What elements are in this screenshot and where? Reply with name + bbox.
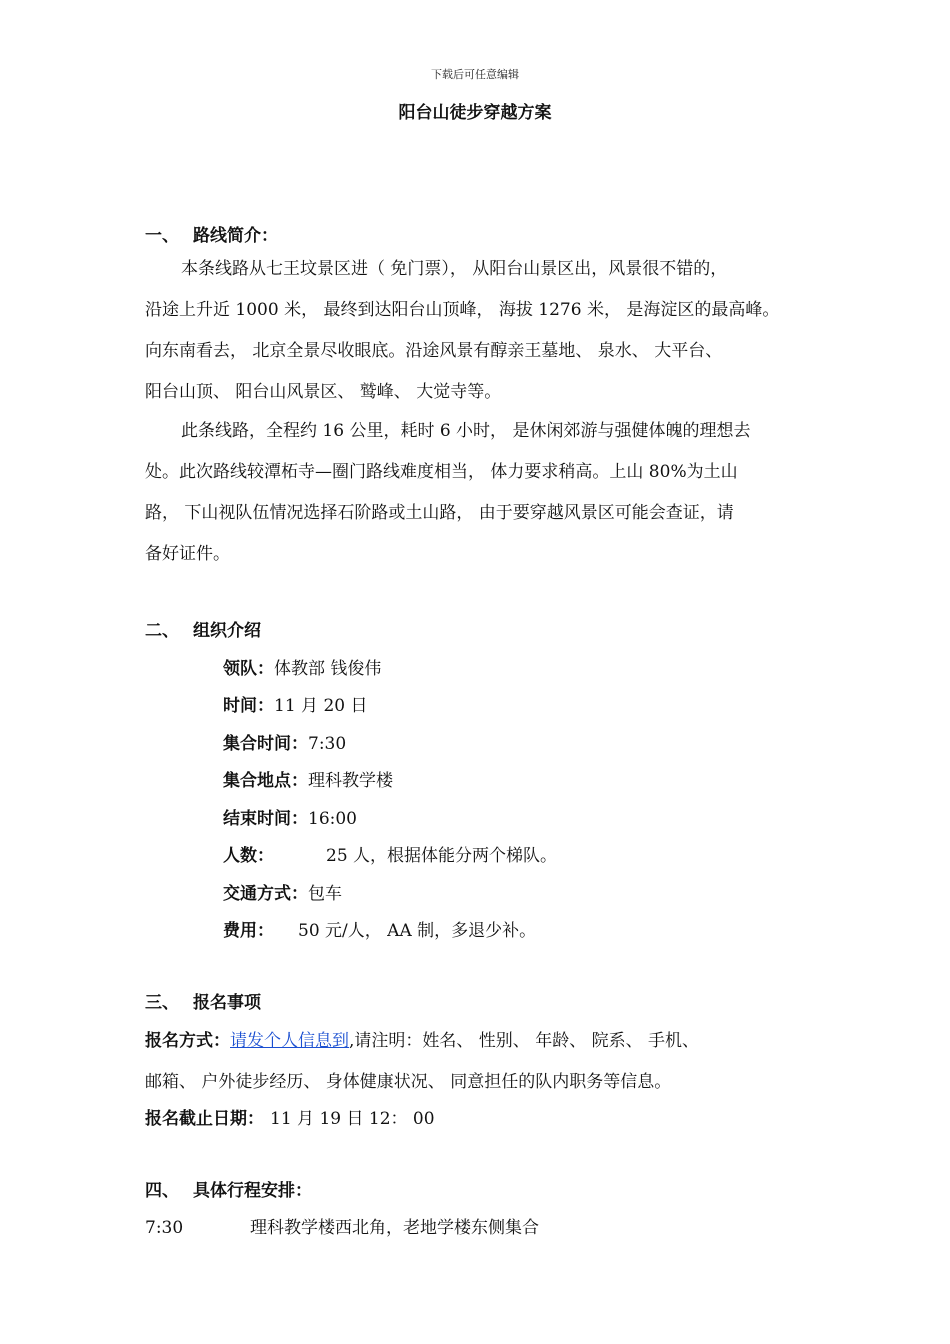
org-item-value: 理科教学楼 [308, 771, 393, 791]
signup-method-label: 报名方式： [145, 1031, 230, 1051]
section-1-heading [145, 221, 278, 246]
section-number: 三、 [145, 993, 179, 1013]
org-item-label: 交通方式： [223, 884, 308, 904]
org-item-label: 领队： [223, 659, 274, 679]
org-item-value: 包车 [308, 884, 342, 904]
signup-email-link[interactable]: 请发个人信息到 [230, 1031, 349, 1051]
schedule-description: 理科教学楼西北角，老地学楼东侧集合 [250, 1218, 539, 1238]
schedule-time: 7:30 [145, 1218, 184, 1238]
paragraph-line: 路， 下山视队伍情况选择石阶路或土山路， 由于要穿越风景区可能会查证，请 [145, 503, 734, 523]
section-number: 二、 [145, 621, 179, 641]
section-number: 四、 [145, 1181, 179, 1201]
org-item-value: 7:30 [308, 734, 347, 754]
section-title: 组织介绍 [193, 621, 261, 641]
paragraph-line: 向东南看去， 北京全景尽收眼底。沿途风景有醇亲王墓地、 泉水、 大平台、 [145, 341, 723, 361]
paragraph-line: 备好证件。 [145, 544, 230, 564]
header-note: 下载后可任意编辑 [431, 68, 519, 81]
route-intro-paragraph-2 [145, 411, 810, 575]
org-item-end-time [223, 804, 357, 829]
org-item-value: 体教部 钱俊伟 [274, 659, 382, 679]
org-item-value: 50 元/人， AA 制，多退少补。 [298, 921, 537, 941]
signup-method-text: ,请注明：姓名、 性别、 年龄、 院系、 手机、 [349, 1031, 700, 1051]
section-2-heading [145, 616, 261, 641]
org-item-leader [223, 654, 381, 679]
org-item-value: 16:00 [308, 809, 357, 829]
document-title: 阳台山徒步穿越方案 [398, 103, 552, 123]
org-item-label: 集合地点： [223, 771, 308, 791]
section-title: 路线简介： [193, 226, 278, 246]
section-4-heading [145, 1176, 312, 1201]
signup-method [145, 1026, 699, 1051]
org-item-value: 25 人，根据体能分两个梯队。 [326, 846, 558, 866]
org-item-headcount [223, 841, 557, 866]
signup-deadline [145, 1104, 435, 1129]
org-item-label: 费用： [223, 921, 274, 941]
section-title: 报名事项 [193, 993, 261, 1013]
signup-method-line-2: 邮箱、 户外徒步经历、 身体健康状况、 同意担任的队内职务等信息。 [145, 1072, 672, 1092]
paragraph-line: 处。此次路线较潭柘寺—圈门路线难度相当， 体力要求稍高。上山 80%为土山 [145, 462, 738, 482]
schedule-row [145, 1213, 539, 1238]
org-item-label: 时间： [223, 696, 274, 716]
org-item-label: 集合时间： [223, 734, 308, 754]
paragraph-line: 沿途上升近 1000 米， 最终到达阳台山顶峰， 海拔 1276 米， 是海淀区的最高峰。 [145, 300, 780, 320]
org-item-meet-time [223, 729, 346, 754]
org-item-fee [223, 916, 536, 941]
paragraph-line: 本条线路从七王坟景区进（ 免门票）， 从阳台山景区出，风景很不错的， [181, 259, 728, 279]
org-item-label: 结束时间： [223, 809, 308, 829]
signup-deadline-label: 报名截止日期： [145, 1109, 264, 1129]
org-item-value: 11 月 20 日 [274, 696, 368, 716]
org-item-label: 人数： [223, 846, 274, 866]
org-item-meet-place [223, 766, 393, 791]
section-number: 一、 [145, 226, 179, 246]
org-item-transport [223, 879, 342, 904]
org-item-date [223, 691, 367, 716]
section-3-heading [145, 988, 261, 1013]
paragraph-line: 此条线路，全程约 16 公里，耗时 6 小时， 是休闲郊游与强健体魄的理想去 [181, 421, 751, 441]
signup-deadline-value: 11 月 19 日 12： 00 [270, 1109, 435, 1129]
paragraph-line: 阳台山顶、 阳台山风景区、 鹫峰、 大觉寺等。 [145, 382, 502, 402]
route-intro-paragraph-1 [145, 249, 810, 413]
section-title: 具体行程安排： [193, 1181, 312, 1201]
